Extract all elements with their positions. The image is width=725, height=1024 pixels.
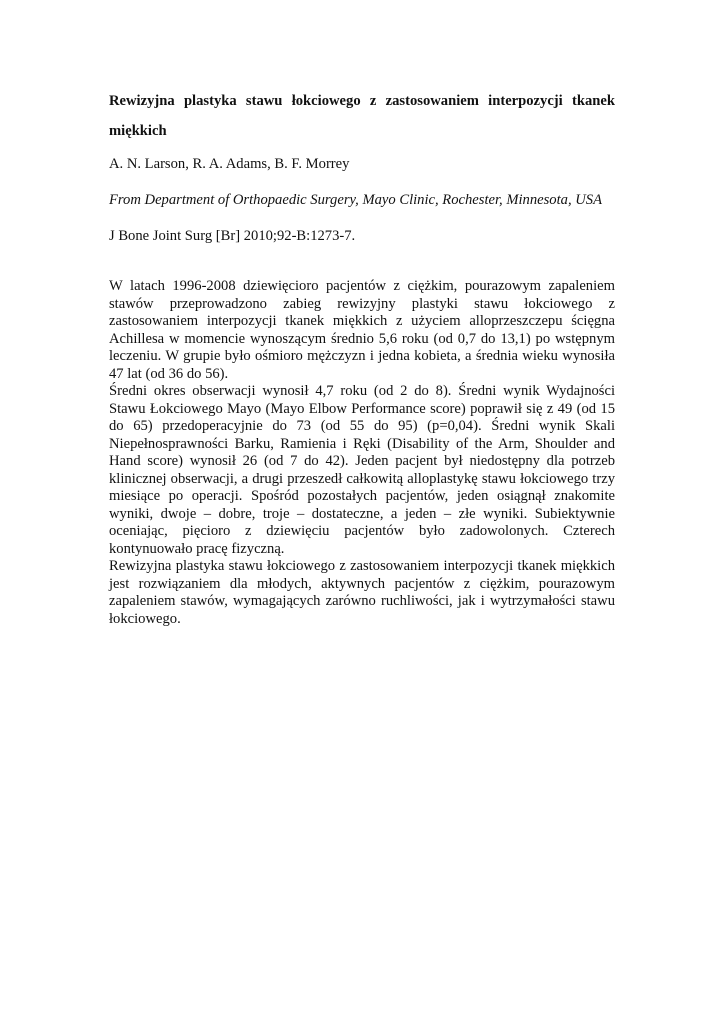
abstract-paragraph-conclusion: Rewizyjna plastyka stawu łokciowego z zastosowaniem interpozycji tkanek miękkich jest rozwiązaniem dla młodych, aktywnych pacjentów z ciężkim, pourazowym zapaleniem stawów, wymagających zarówno ruchliwości, jak i wytrzymałości stawu łokciowego.	[109, 558, 615, 627]
citation-line: J Bone Joint Surg [Br] 2010;92-B:1273-7.	[109, 228, 356, 244]
affiliation-line: From Department of Orthopaedic Surgery, Mayo Clinic, Rochester, Minnesota, USA	[109, 192, 603, 208]
abstract-paragraph-methods: W latach 1996-2008 dziewięcioro pacjentów z ciężkim, pourazowym zapaleniem stawów przeprowadzono zabieg rewizyjny plastyki stawu łokciowego z zastosowaniem interpozycji tkanek miękkich z użyciem alloprzeszczepu ścięgna Achillesa w momencie wynoszącym średnio 5,6 roku (od 0,7 do 13,1) po wstępnym leczeniu. W grupie było ośmioro mężczyzn i jedna kobieta, a średnia wieku wynosiła 47 lat (od 36 do 56).	[109, 278, 615, 382]
document-title: Rewizyjna plastyka stawu łokciowego z zastosowaniem interpozycji tkanek miękkich	[109, 93, 615, 139]
abstract-paragraph-results: Średni okres obserwacji wynosił 4,7 roku (od 2 do 8). Średni wynik Wydajności Stawu Łokciowego Mayo (Mayo Elbow Performance score) poprawił się z 49 (od 15 do 65) przedoperacyjnie do 73 (od 55 do 95) (p=0,04). Średni wynik Skali Niepełnosprawności Barku, Ramienia i Ręki (Disability of the Arm, Shoulder and Hand score) wynosił 26 (od 7 do 42). Jeden pacjent był niedostępny dla potrzeb klinicznej obserwacji, a drugi przeszedł całkowitą alloplastykę stawu łokciowego trzy miesiące po operacji. Spośród pozostałych pacjentów, jeden osiągnął znakomite wyniki, dwoje – dobre, troje – dostateczne, a jeden – złe wyniki. Subiektywnie oceniając, pięcioro z dziewięciu pacjentów było zadowolonych. Czterech kontynuowało pracę fizyczną.	[109, 383, 615, 557]
abstract-body	[109, 278, 615, 628]
authors-line: A. N. Larson, R. A. Adams, B. F. Morrey	[109, 156, 350, 172]
